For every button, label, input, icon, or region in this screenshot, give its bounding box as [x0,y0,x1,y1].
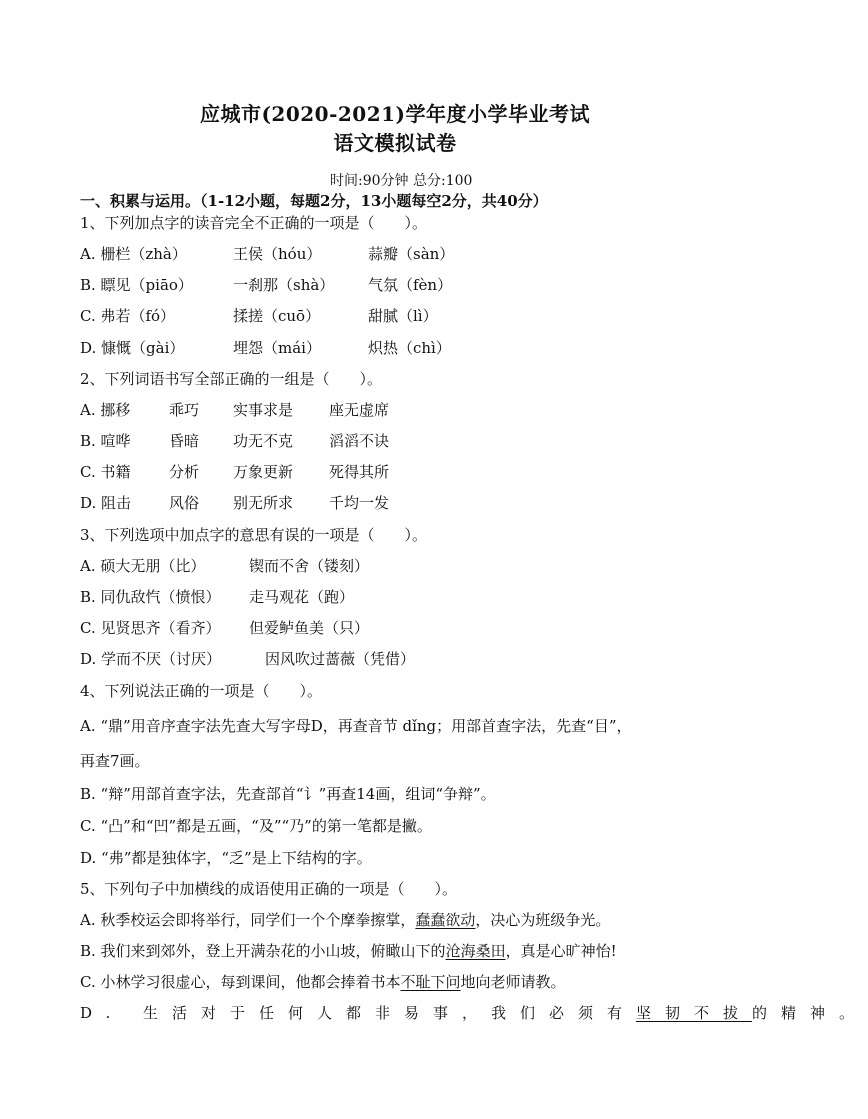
q5-option-d [80,1002,868,1023]
q1-stem: 1、下列加点字的读音完全不正确的一项是（ ）。 [80,214,428,232]
q2-option-b-3: 功无不克 [233,432,294,450]
q1-option-d-2: 埋怨（mái） [233,339,321,357]
q2-option-b: B. 喧哗 [80,432,131,450]
q4-option-c: C. “凸”和“凹”都是五画，“及”“乃”的第一笔都是撇。 [80,817,432,835]
q5-option-c [80,971,566,992]
q1-option-b: B. 瞟见（piāo） [80,276,193,294]
q2-option-a-4: 座无虚席 [329,401,390,419]
q2-option-a: A. 挪移 [80,401,131,419]
q2-option-c: C. 书籍 [80,463,131,481]
q3-option-b-2: 走马观花（跑） [249,588,355,606]
q3-stem: 3、下列选项中加点字的意思有误的一项是（ ）。 [80,526,428,544]
q2-option-c-2: 分析 [169,463,200,481]
q1-option-c: C. 弗若（fó） [80,307,176,325]
q1-option-c-2: 揉搓（cuō） [233,307,321,325]
q3-option-c-2: 但爱鲈鱼美（只） [249,619,370,637]
q5-option-d-text-end: 的精神。 [752,1004,868,1022]
q2-option-b-2: 昏暗 [169,432,200,450]
q2-option-d: D. 阻击 [80,494,132,512]
q5-option-c-text-end: 地向老师请教。 [460,973,566,991]
q5-option-b-text-end: ，真是心旷神怡! [505,942,617,960]
q3-option-a-2: 锲而不舍（镂刻） [249,557,370,575]
q3-option-d: D. 学而不厌（讨厌） [80,650,222,668]
q5-option-c-text: C. 小林学习很虚心，每到课间，他都会捧着书本 [80,973,401,991]
q4-option-a-continued: 再查7画。 [80,752,150,770]
q4-option-d: D. “弗”都是独体字，“乏”是上下结构的字。 [80,849,372,867]
q1-option-d-3: 炽热（chì） [368,339,451,357]
section-heading: 一、积累与运用。（1-12小题，每题2分，13小题每空2分，共40分） [80,192,548,210]
q3-option-b: B. 同仇敌忾（愤恨） [80,588,221,606]
q1-option-b-2: 一刹那（shà） [233,276,335,294]
exam-title: 应城市(2020-2021)学年度小学毕业考试 [199,102,591,126]
q4-stem: 4、下列说法正确的一项是（ ）。 [80,682,323,700]
exam-subtitle: 语文模拟试卷 [333,131,457,155]
q4-option-a: A. “鼎”用音序查字法先查大写字母D，再查音节 dǐng；用部首查字法，先查“目”， [80,717,632,735]
q2-option-d-3: 别无所求 [233,494,294,512]
q5-option-a [80,909,610,930]
q2-option-c-3: 万象更新 [233,463,294,481]
q2-option-a-2: 乖巧 [169,401,200,419]
q5-option-a-text-end: ，决心为班级争光。 [475,911,611,929]
q1-option-c-3: 甜腻（lì） [368,307,438,325]
q2-option-d-2: 风俗 [169,494,200,512]
q5-option-c-underlined-idiom: 不耻下问 [400,973,461,991]
q3-option-c: C. 见贤思齐（看齐） [80,619,221,637]
q2-option-c-4: 死得其所 [329,463,390,481]
q3-option-a: A. 硕大无朋（比） [80,557,206,575]
q1-option-a: A. 栅栏（zhà） [80,245,187,263]
q1-option-d: D. 慷慨（gài） [80,339,185,357]
exam-meta: 时间:90分钟 总分:100 [330,173,473,189]
q5-option-b-text: B. 我们来到郊外，登上开满杂花的小山坡，俯瞰山下的 [80,942,446,960]
q5-option-a-text: A. 秋季校运会即将举行，同学们一个个摩拳擦掌， [80,911,416,929]
q1-option-b-3: 气氛（fèn） [368,276,453,294]
q4-option-b: B. “辩”用部首查字法，先查部首“讠”再查14画，组词“争辩”。 [80,785,496,803]
q1-option-a-3: 蒜瓣（sàn） [368,245,455,263]
q2-option-a-3: 实事求是 [233,401,294,419]
q2-stem: 2、下列词语书写全部正确的一组是（ ）。 [80,370,383,388]
q3-option-d-2: 因风吹过蔷薇（凭借） [265,650,416,668]
q5-option-b-underlined-idiom: 沧海桑田 [445,942,506,960]
q5-option-a-underlined-idiom: 蠢蠢欲动 [415,911,476,929]
q5-option-b [80,940,617,961]
q5-option-d-text: D. 生活对于任何人都非易事，我们必须有 [80,1004,637,1022]
q2-option-b-4: 滔滔不诀 [329,432,390,450]
q1-option-a-2: 王侯（hóu） [233,245,322,263]
q5-stem: 5、下列句子中加横线的成语使用正确的一项是（ ）。 [80,880,458,898]
q2-option-d-4: 千均一发 [329,494,390,512]
q5-option-d-underlined-idiom: 坚韧不拔 [636,1004,753,1022]
